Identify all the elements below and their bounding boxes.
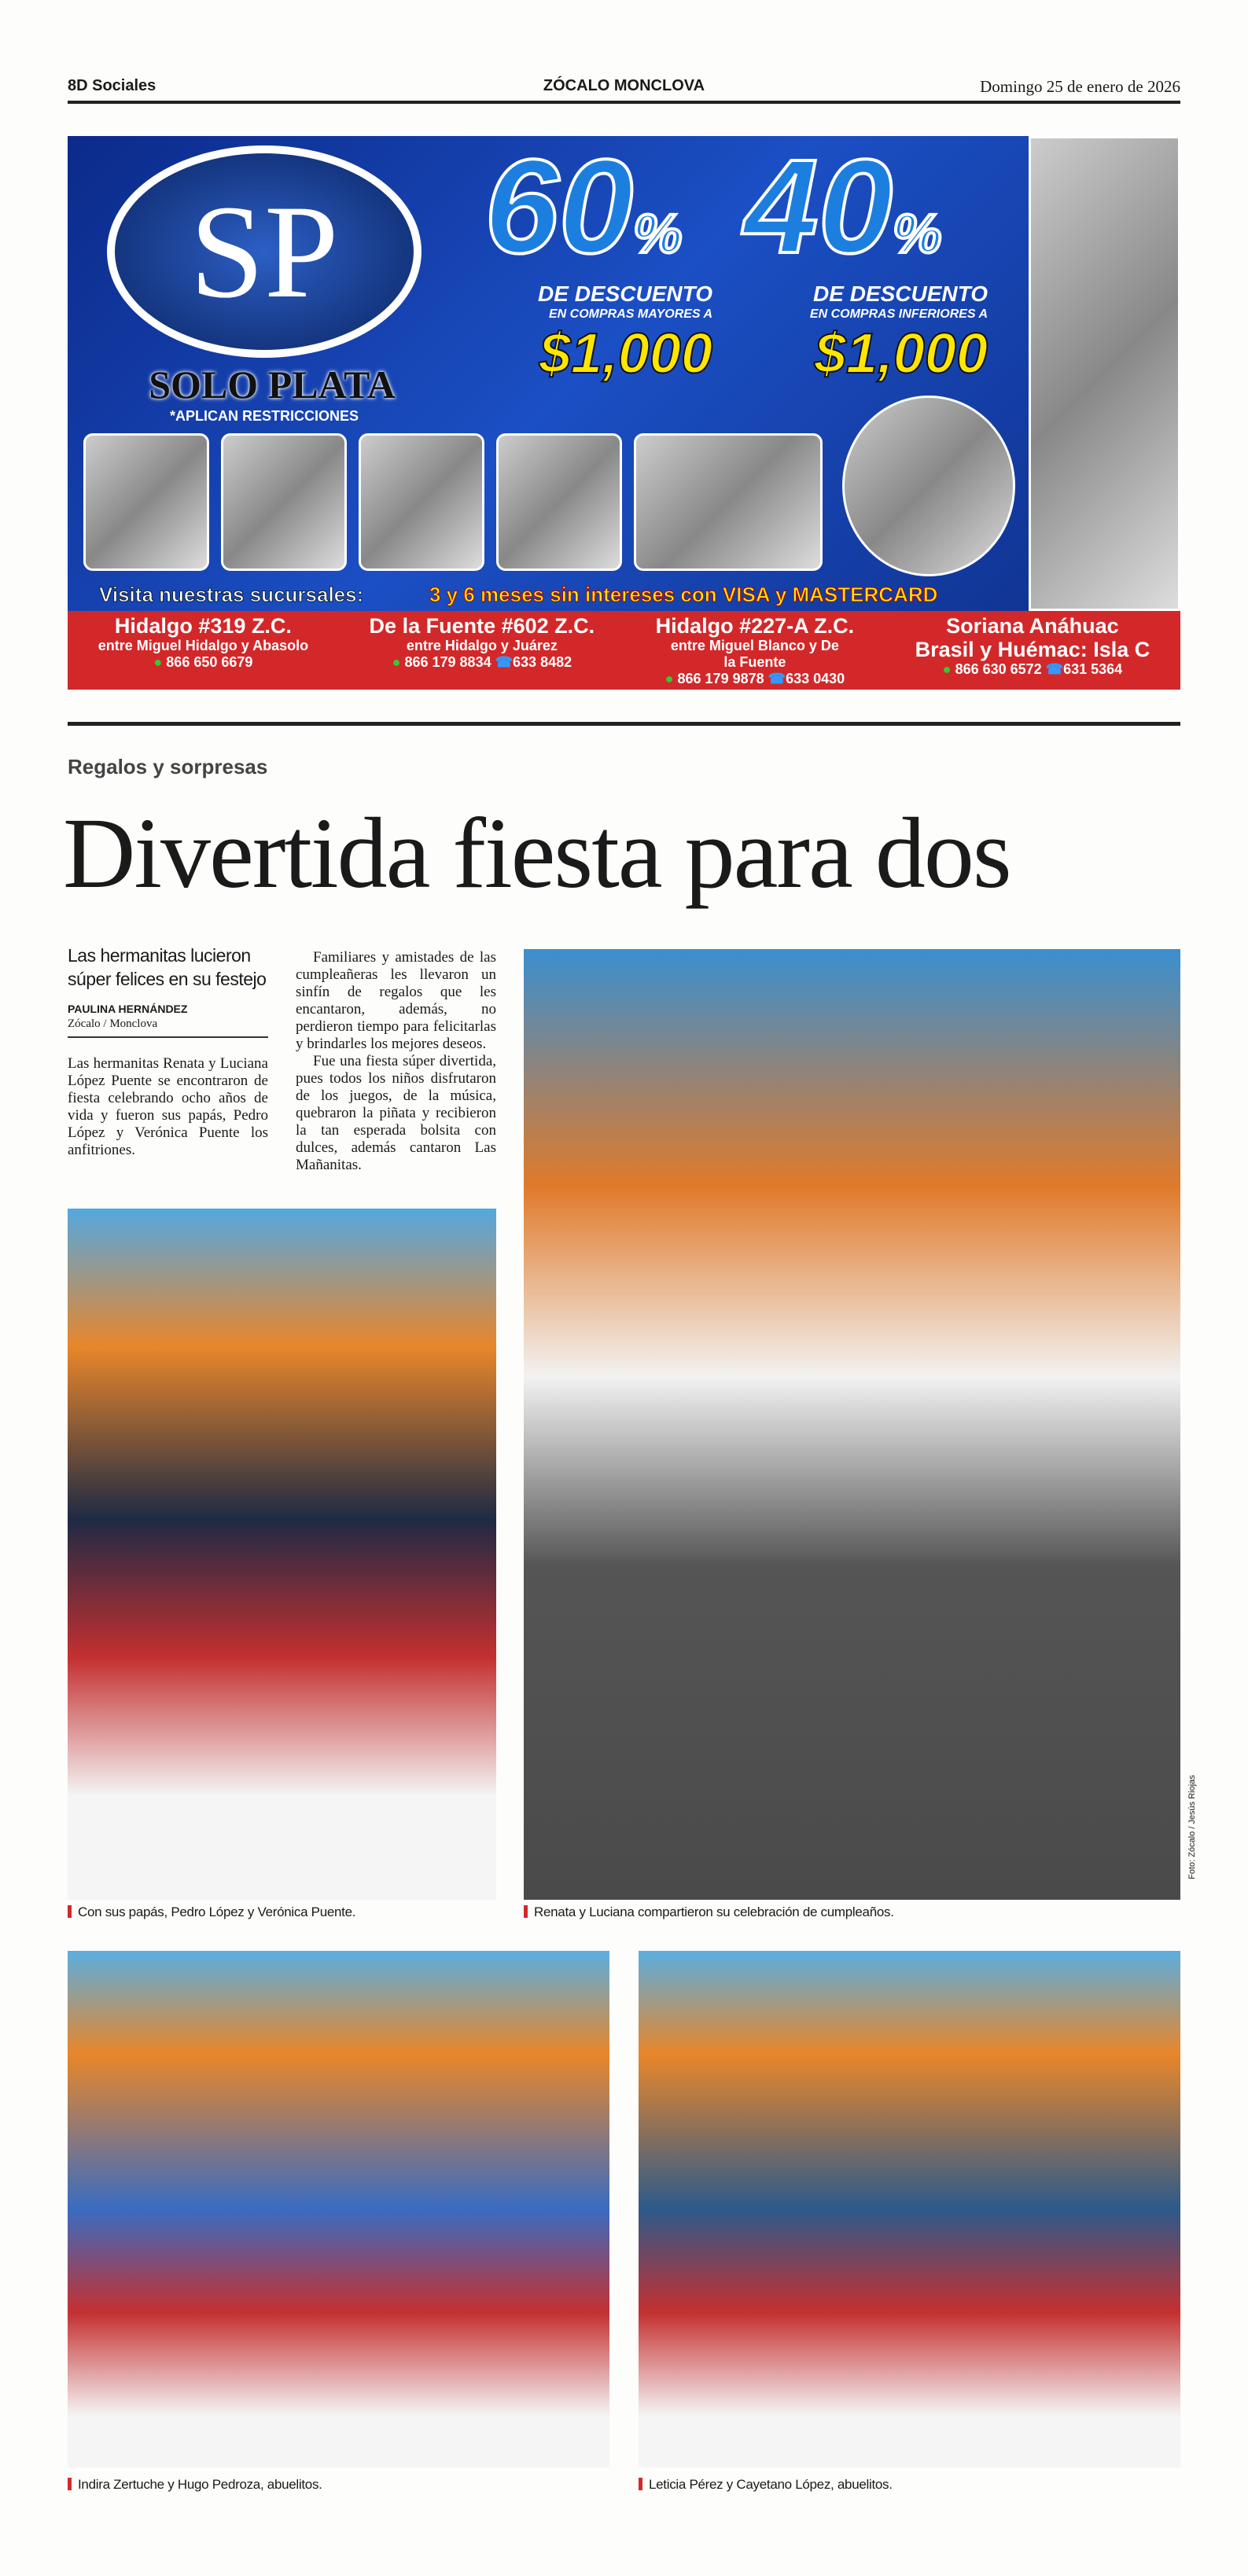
jewelry-photo [221, 433, 347, 571]
solo-plata-advertisement[interactable] [68, 136, 1180, 690]
issue-date: Domingo 25 de enero de 2026 [980, 77, 1180, 96]
phone-icon: ☎ [768, 671, 786, 686]
section-label: 8D Sociales [68, 77, 156, 94]
branch-1: Hidalgo #319 Z.C. entre Miguel Hidalgo y Abasolo ● 866 650 6679 [98, 614, 309, 670]
photo-grandparents-2[interactable] [639, 1951, 1180, 2467]
offer2-text: DE DESCUENTO EN COMPRAS INFERIORES A $1,000 [752, 282, 988, 385]
branches-bar [68, 611, 1180, 690]
caption-1: Con sus papás, Pedro López y Verónica Puente. [68, 1904, 355, 1920]
offer1-price: $1,000 [539, 322, 712, 385]
branch-3: Hidalgo #227-A Z.C. entre Miguel Blanco y De la Fuente ● 866 179 9878 ☎633 0430 [655, 614, 855, 686]
offer1-percent: 60% [484, 136, 683, 282]
whatsapp-icon: ● [942, 661, 952, 677]
ad-visit: Visita nuestras sucursales: [99, 583, 364, 606]
header-rule [68, 101, 1180, 104]
whatsapp-icon: ● [664, 671, 674, 686]
offer2-percent: 40% [744, 136, 942, 282]
branch-4: Soriana Anáhuac Brasil y Huémac: Isla C ● 866 630 6572 ☎631 5364 [915, 614, 1150, 677]
article-subhead: Las hermanitas lucieron súper felices en su festejo [68, 945, 267, 989]
jewelry-photo [83, 433, 209, 571]
jewelry-photo [634, 433, 823, 571]
article-column-2: Familiares y amistades de las cumpleañeras les llevaron un sinfín de regalos que les encantaron, además, no perdieron tiempo para felicitarlas y brindarles los mejores deseos. Fue una fiesta súper divertida, pues todos los niños disfrutaron de los juegos, de la música, quebraron la piñata y recibieron la tan esperada bolsita con dulces, además cantaron Las Mañanitas. [296, 949, 496, 1173]
phone-icon: ☎ [495, 654, 514, 670]
newspaper-name: ZÓCALO MONCLOVA [543, 77, 705, 94]
ad-restrictions: *APLICAN RESTRICCIONES [170, 408, 359, 424]
main-photo-sisters[interactable] [524, 949, 1180, 1900]
offer2-price: $1,000 [814, 322, 988, 385]
jewelry-photo [359, 433, 484, 571]
phone-icon: ☎ [1045, 661, 1064, 677]
ad-brand: SOLO PLATA [149, 362, 396, 407]
article-headline: Divertida fiesta para dos [63, 797, 1011, 909]
whatsapp-icon: ● [392, 654, 401, 670]
article-kicker: Regalos y sorpresas [68, 755, 268, 778]
ad-logo: SP [107, 145, 422, 358]
ad-installments: 3 y 6 meses sin intereses con VISA y MASTERCARD [429, 583, 938, 606]
caption-3: Indira Zertuche y Hugo Pedroza, abuelitos. [68, 2477, 322, 2493]
caption-2: Renata y Luciana compartieron su celebración de cumpleaños. [524, 1904, 894, 1920]
photo-with-parents[interactable] [68, 1209, 496, 1900]
caption-4: Leticia Pérez y Cayetano López, abuelitos. [639, 2477, 893, 2493]
section-rule [68, 722, 1180, 726]
article-left-column [68, 944, 268, 1159]
rings-photo [842, 396, 1015, 576]
offer1-text: DE DESCUENTO EN COMPRAS MAYORES A $1,000 [477, 282, 712, 385]
jewelry-photo [496, 433, 622, 571]
article-column-1: Las hermanitas Renata y Luciana López Puente se encontraron de fiesta celebrando ocho años de vida y fueron sus papás, Pedro López y Verónica Puente los anfitriones. [68, 1055, 268, 1158]
branch-2: De la Fuente #602 Z.C. entre Hidalgo y Juárez ● 866 179 8834 ☎633 8482 [369, 614, 595, 670]
article-author: PAULINA HERNÁNDEZ [68, 1003, 188, 1015]
photo-credit: Foto: Zócalo / Jesús Riojas [1187, 1775, 1197, 1879]
byline-rule [68, 1036, 268, 1038]
article-place: Zócalo / Monclova [68, 1018, 158, 1030]
whatsapp-icon: ● [153, 654, 163, 670]
bracelets-photo [1029, 136, 1180, 611]
photo-grandparents-1[interactable] [68, 1951, 609, 2467]
